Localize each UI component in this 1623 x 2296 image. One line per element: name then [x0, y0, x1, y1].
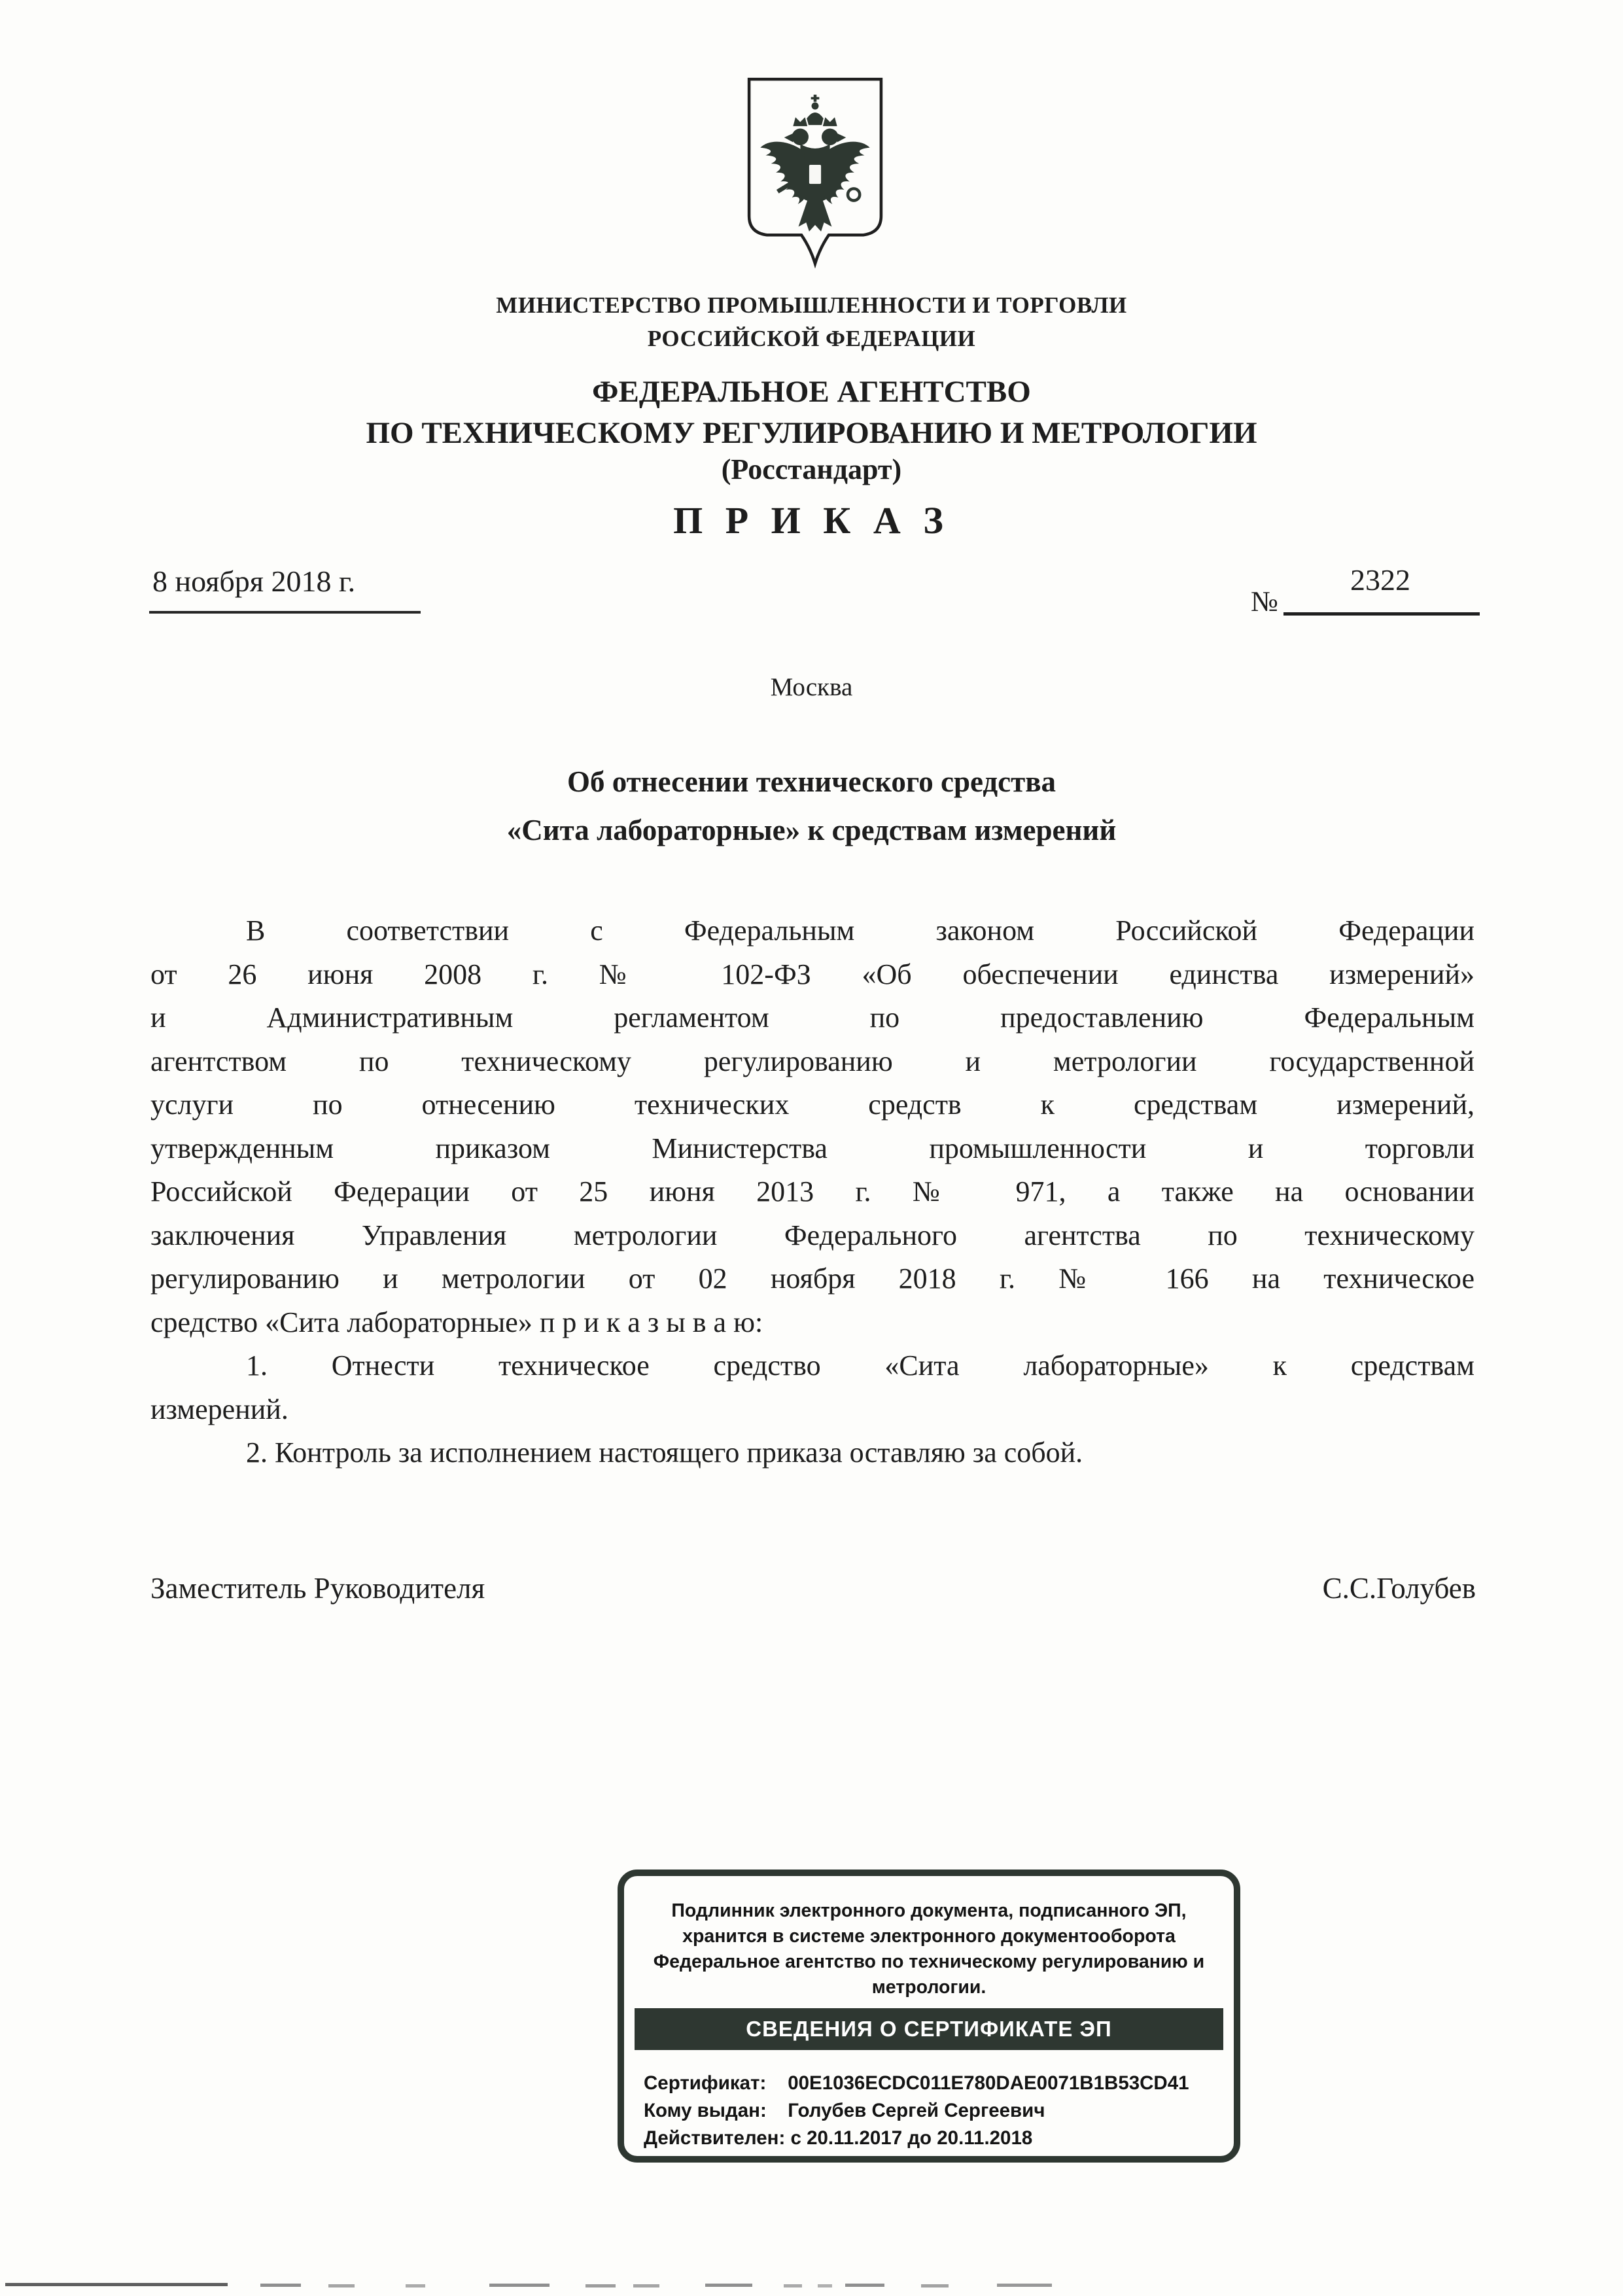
certificate-info-bar: СВЕДЕНИЯ О СЕРТИФИКАТЕ ЭП — [635, 2008, 1223, 2050]
ministry-line2: РОССИЙСКОЙ ФЕДЕРАЦИИ — [647, 326, 976, 351]
body-line: и Административным регламентом по предоставлению Федеральным — [150, 1001, 1475, 1034]
certificate-details — [644, 2070, 1218, 2152]
scan-artifact — [818, 2284, 832, 2287]
scan-artifact — [784, 2284, 802, 2287]
issued-to-label: Кому выдан: — [644, 2100, 767, 2121]
document-type-title: П Р И К А З — [673, 499, 950, 542]
scan-artifact — [406, 2284, 425, 2287]
body-line: услуги по отнесению технических средств к средствам измерений, — [150, 1088, 1475, 1121]
order-title-line1: Об отнесении технического средства — [567, 765, 1056, 798]
agency-short-name: (Росстандарт) — [721, 453, 902, 485]
scan-artifact — [845, 2284, 884, 2287]
body-line: от 26 июня 2008 г. № 102-ФЗ «Об обеспечении единства измерений» — [150, 958, 1475, 990]
signer-name: С.С.Голубев — [1322, 1572, 1476, 1605]
number-underline — [1283, 612, 1480, 616]
validity-value: с 20.11.2017 до 20.11.2018 — [790, 2127, 1033, 2149]
agency-line1: ФЕДЕРАЛЬНОЕ АГЕНТСТВО — [592, 375, 1031, 409]
stamp-info-line4: метрологии. — [871, 1977, 986, 1998]
number-sign: № — [1251, 585, 1278, 617]
order-title-line2: «Сита лабораторные» к средствам измерений — [506, 814, 1117, 846]
body-line: Российской Федерации от 25 июня 2013 г. № 971, а также на основании — [150, 1175, 1475, 1208]
stamp-info-line2: хранится в системе электронного документооборота — [682, 1926, 1176, 1947]
issued-to-value: Голубев Сергей Сергеевич — [788, 2100, 1045, 2121]
body-line: утвержденным приказом Министерства промышленности и торговли — [150, 1132, 1475, 1164]
document-date: 8 ноября 2018 г. — [152, 565, 356, 598]
body-line: В соответствии с Федеральным законом Российской Федерации — [246, 914, 1475, 947]
agency-header — [0, 372, 1623, 454]
validity-label: Действителен: — [644, 2127, 786, 2149]
scan-artifact — [921, 2284, 949, 2287]
scan-artifact — [5, 2283, 228, 2286]
body-line: средство «Сита лабораторные» п р и к а з ы в а ю: — [150, 1306, 763, 1338]
russia-coat-of-arms-icon — [735, 73, 895, 270]
certificate-value: 00E1036ECDC011E780DAE0071B1B53CD41 — [788, 2072, 1189, 2094]
scan-artifact — [260, 2284, 301, 2287]
scan-artifact — [328, 2284, 355, 2287]
document-number: 2322 — [1350, 563, 1410, 597]
scan-artifact — [997, 2284, 1052, 2287]
stamp-info-text — [637, 1898, 1221, 2000]
signature-row — [150, 1571, 1476, 1605]
scan-artifact — [633, 2284, 659, 2287]
body-line: заключения Управления метрологии Федерального агентства по техническому — [150, 1219, 1475, 1251]
stamp-info-line1: Подлинник электронного документа, подписанного ЭП, — [671, 1900, 1187, 1921]
certificate-number-row — [644, 2070, 1218, 2097]
ministry-header — [0, 288, 1623, 355]
order-title — [0, 757, 1623, 854]
scan-artifact — [489, 2284, 550, 2287]
certificate-label: Сертификат: — [644, 2072, 767, 2094]
date-underline — [149, 611, 421, 614]
city-label: Москва — [770, 673, 853, 701]
scan-artifact — [705, 2284, 752, 2287]
issued-to-row — [644, 2097, 1218, 2125]
scan-artifact — [585, 2284, 616, 2287]
ministry-line1: МИНИСТЕРСТВО ПРОМЫШЛЕННОСТИ И ТОРГОВЛИ — [496, 292, 1127, 318]
agency-line2: ПО ТЕХНИЧЕСКОМУ РЕГУЛИРОВАНИЮ И МЕТРОЛОГИИ — [366, 416, 1257, 450]
validity-row — [644, 2125, 1218, 2152]
stamp-info-line3: Федеральное агентство по техническому регулированию и — [653, 1951, 1205, 1972]
body-line: измерений. — [150, 1393, 288, 1425]
body-line-item-1: 1. Отнести техническое средство «Сита лабораторные» к средствам — [246, 1349, 1475, 1382]
signer-position: Заместитель Руководителя — [150, 1572, 485, 1605]
body-line-item-2: 2. Контроль за исполнением настоящего приказа оставляю за собой. — [246, 1436, 1083, 1469]
electronic-signature-stamp — [618, 1870, 1240, 2163]
body-line: регулированию и метрологии от 02 ноября 2018 г. № 166 на техническое — [150, 1262, 1475, 1295]
order-body — [150, 909, 1475, 1475]
body-line: агентством по техническому регулированию и метрологии государственной — [150, 1045, 1475, 1077]
